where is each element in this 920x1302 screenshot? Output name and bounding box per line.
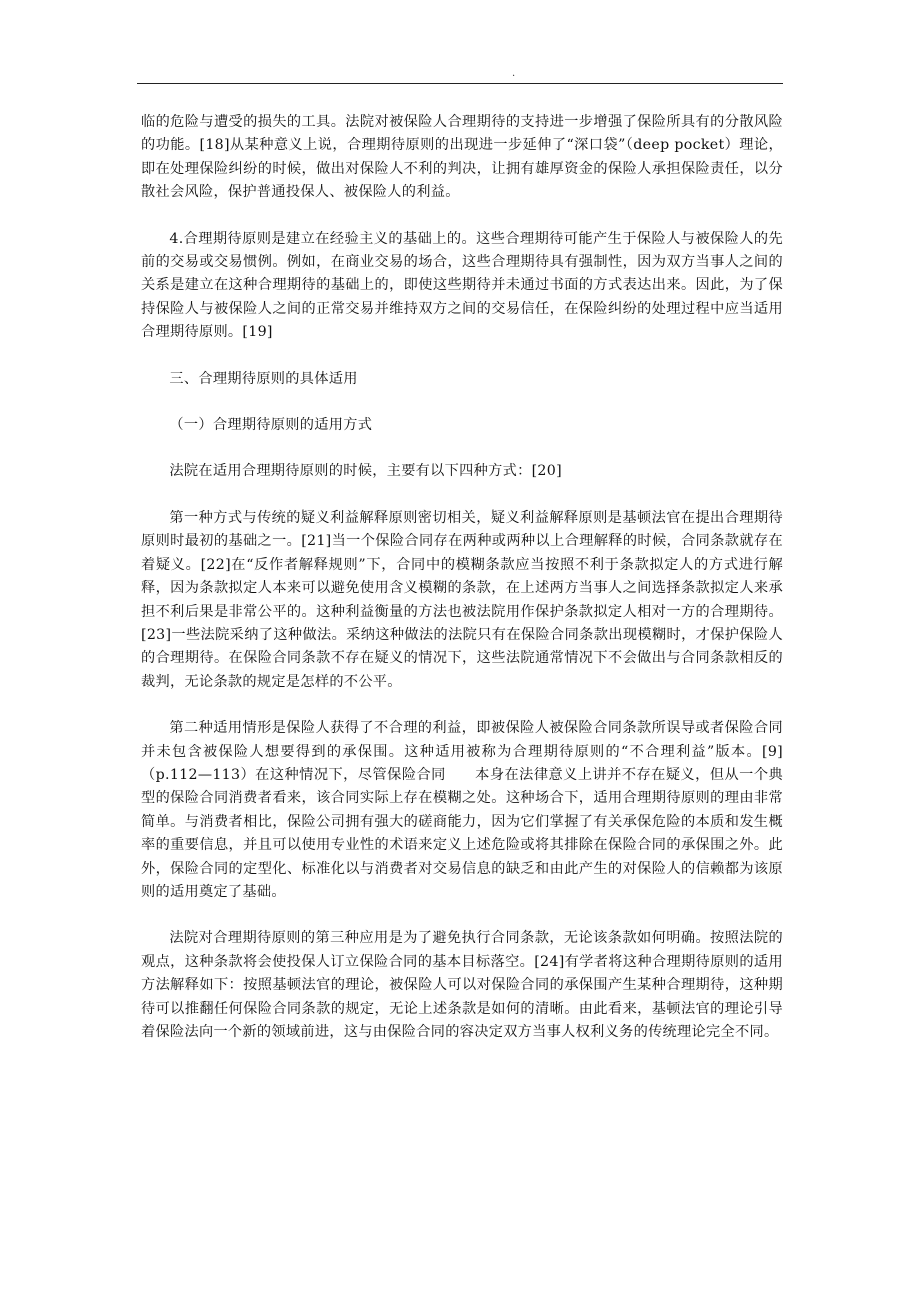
paragraph-third-method: 法院对合理期待原则的第三种应用是为了避免执行合同条款，无论该条款如何明确。按照法院的观点，这种条款将会使投保人订立保险合同的基本目标落空。[24]有学者将这种合理期待原则的适用方法解释如下：按照基顿法官的理论，被保险人可以对保险合同的承保围产生某种合理期待，这种期待可以推翻任何保险合同条款的规定，无论上述条款是如何的清晰。由此看来，基顿法官的理论引导着保险法向一个新的领域前进，这与由保险合同的容决定双方当事人权利义务的传统理论完全不同。 bbox=[141, 930, 783, 1040]
paragraph-gap bbox=[141, 205, 783, 228]
subsection-heading: （一）合理期待原则的适用方式 bbox=[169, 417, 373, 434]
paragraph-gap bbox=[141, 904, 783, 927]
header-rule bbox=[137, 83, 783, 84]
paragraph-gap bbox=[141, 391, 783, 414]
paragraph-gap bbox=[141, 345, 783, 368]
paragraph-continuation: 临的危险与遭受的损失的工具。法院对被保险人合理期待的支持进一步增强了保险所具有的分散风险的功能。[18]从某种意义上说，合理期待原则的出现进一步延伸了“深口袋”（deep pocket）理论，即在处理保险纠纷的时候，做出对保险人不利的判决，让拥有雄厚资金的保险人承担保险责任，以分散社会风险，保护普通投保人、被保险人的利益。 bbox=[141, 114, 783, 201]
paragraph-intro: 法院在适用合理期待原则的时候，主要有以下四种方式：[20] bbox=[169, 463, 562, 480]
paragraph-first-method: 第一种方式与传统的疑义利益解释原则密切相关，疑义利益解释原则是基顿法官在提出合理期待原则时最初的基础之一。[21]当一个保险合同存在两种或两种以上合理解释的时候，合同条款就存在着疑义。[22]在“反作者解释规则”下，合同中的模糊条款应当按照不利于条款拟定人的方式进行解释，因为条款拟定人本来可以避免使用含义模糊的条款，在上述两方当事人之间选择条款拟定人来承担不利后果是非常公平的。这种利益衡量的方法也被法院用作保护条款拟定人相对一方的合理期待。[23]一些法院采纳了这种做法。采纳这种做法的法院只有在保险合同条款出现模糊时，才保护保险人的合理期待。在保险合同条款不存在疑义的情况下，这些法院通常情况下不会做出与合同条款相反的裁判，无论条款的规定是怎样的不公平。 bbox=[141, 509, 783, 690]
paragraph-second-method: 第二种适用情形是保险人获得了不合理的利益，即被保险人被保险合同条款所误导或者保险合同并未包含被保险人想要得到的承保围。这种适用被称为合理期待原则的“不合理利益”版本。[9]（p.112—113）在这种情况下，尽管保险合同 本身在法律意义上讲并不存在疑义，但从一个典型的保险合同消费者看来，该合同实际上存在模糊之处。这种场合下，适用合理期待原则的理由非常简单。与消费者相比，保险公司拥有强大的磋商能力，因为它们掌握了有关承保危险的本质和发生概率的重要信息，并且可以使用专业性的术语来定义上述危险或将其排除在保险合同的承保围之外。此外，保险合同的定型化、标准化以与消费者对交易信息的缺乏和由此产生的对保险人的信赖都为该原则的适用奠定了基础。 bbox=[141, 720, 783, 900]
paragraph-gap bbox=[141, 484, 783, 507]
section-heading: 三、合理期待原则的具体适用 bbox=[169, 370, 358, 387]
paragraph-gap bbox=[141, 694, 783, 717]
paragraph-4: 4.合理期待原则是建立在经验主义的基础上的。这些合理期待可能产生于保险人与被保险人的先前的交易或交易惯例。例如，在商业交易的场合，这些合理期待具有强制性，因为双方当事人之间的关系是建立在这种合理期待的基础上的，即使这些期待并未通过书面的方式表达出来。因此，为了保持保险人与被保险人之间的正常交易并维持双方之间的交易信任，在保险纠纷的处理过程中应当适用合理期待原则。[19] bbox=[141, 230, 783, 341]
header-mark: . bbox=[512, 68, 516, 79]
document-body bbox=[141, 111, 783, 1044]
paragraph-gap bbox=[141, 437, 783, 460]
